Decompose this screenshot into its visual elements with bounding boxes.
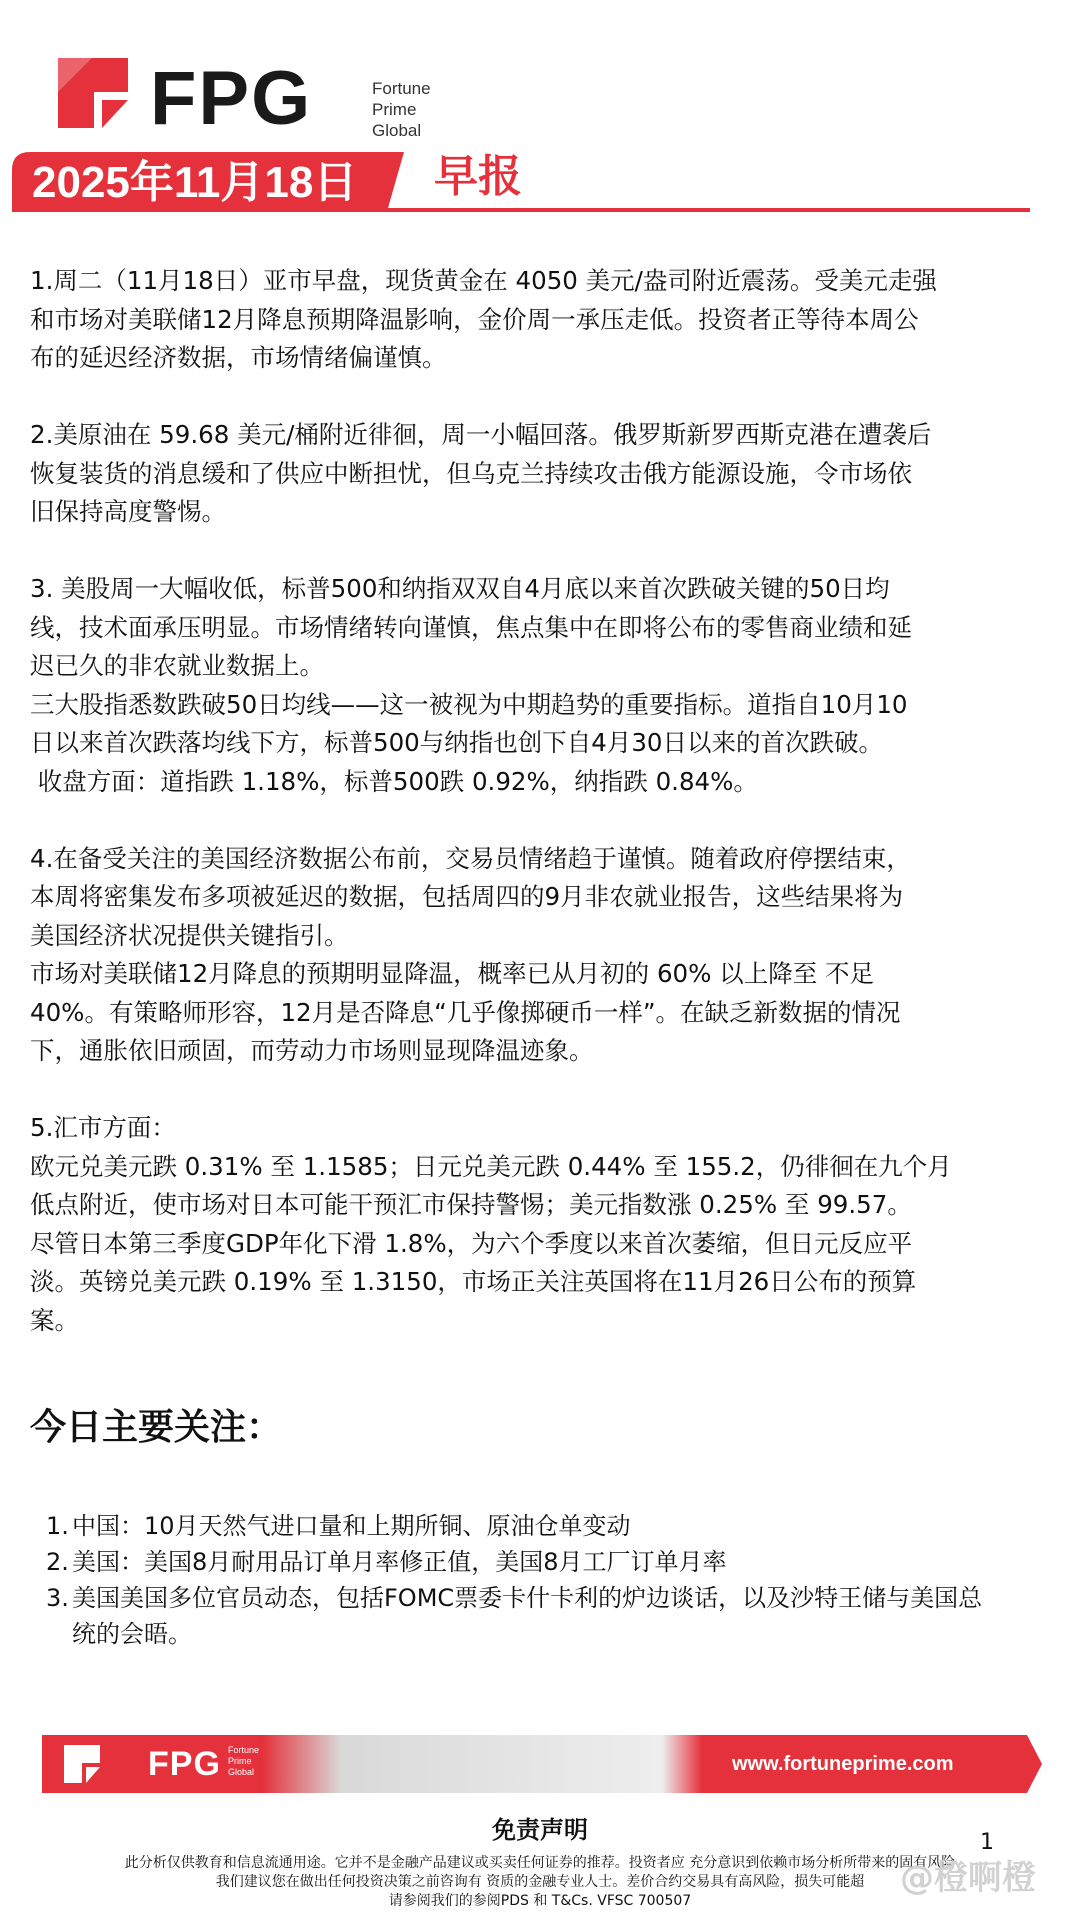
news-content bbox=[30, 262, 1050, 1340]
date-banner bbox=[12, 152, 412, 212]
footer-logo-sub-line: Global bbox=[228, 1767, 255, 1777]
logo-subtitle bbox=[372, 78, 431, 141]
news-paragraph bbox=[30, 1109, 1050, 1340]
page-number: 1 bbox=[980, 1830, 994, 1855]
header-divider bbox=[12, 208, 1030, 212]
report-title: 早报 bbox=[434, 151, 522, 202]
disclaimer-title: 免责声明 bbox=[492, 1816, 588, 1844]
focus-item-text: 美国美国多位官员动态，包括FOMC票委卡什卡利的炉边谈话，以及沙特王储与美国总 bbox=[72, 1584, 983, 1612]
paragraph-line: 2.美原油在 59.68 美元/桶附近徘徊，周一小幅回落。俄罗斯新罗西斯克港在遭袭后 bbox=[30, 420, 932, 449]
paragraph-line: 收盘方面：道指跌 1.18%，标普500跌 0.92%，纳指跌 0.84%。 bbox=[30, 766, 758, 796]
footer-logo-subtitle bbox=[228, 1745, 259, 1778]
focus-item-text: 中国：10月天然气进口量和上期所铜、原油仓单变动 bbox=[72, 1512, 631, 1540]
paragraph-line: 案。 bbox=[30, 1305, 79, 1335]
disclaimer-line: 我们建议您在做出任何投资决策之前咨询有 资质的金融专业人士。差价合约交易具有高风险，损失可能超 bbox=[215, 1874, 865, 1890]
paragraph-line: 淡。英镑兑美元跌 0.19% 至 1.3150，市场正关注英国将在11月26日公布的预算 bbox=[30, 1267, 917, 1296]
paragraph-line: 5.汇市方面： bbox=[30, 1113, 176, 1142]
logo-text: FPG bbox=[150, 56, 313, 141]
paragraph-line: 4.在备受关注的美国经济数据公布前，交易员情绪趋于谨慎。随着政府停摆结束， bbox=[30, 843, 911, 873]
focus-item-number: 1. bbox=[46, 1512, 69, 1540]
footer-logo-text: FPG bbox=[148, 1745, 221, 1783]
logo-sub-line: Global bbox=[372, 121, 422, 140]
paragraph-line: 三大股指悉数跌破50日均线——这一被视为中期趋势的重要指标。道指自10月10 bbox=[30, 689, 908, 719]
focus-item bbox=[46, 1544, 1046, 1580]
watermark: @橙啊橙 bbox=[900, 1858, 1036, 1898]
fpg-logo-mark-icon bbox=[50, 50, 136, 136]
paragraph-line: 日以来首次跌落均线下方，标普500与纳指也创下自4月30日以来的首次跌破。 bbox=[30, 728, 884, 757]
paragraph-line: 布的延迟经济数据，市场情绪偏谨慎。 bbox=[30, 343, 447, 372]
paragraph-line: 本周将密集发布多项被延迟的数据，包括周四的9月非农就业报告，这些结果将为 bbox=[30, 882, 904, 911]
focus-item-text: 美国：美国8月耐用品订单月率修正值，美国8月工厂订单月率 bbox=[72, 1548, 727, 1576]
focus-item bbox=[46, 1580, 1046, 1652]
paragraph-line: 尽管日本第三季度GDP年化下滑 1.8%，为六个季度以来首次萎缩，但日元反应平 bbox=[30, 1228, 913, 1258]
paragraph-line: 40%。有策略师形容，12月是否降息“几乎像掷硬币一样”。在缺乏新数据的情况 bbox=[30, 997, 901, 1027]
paragraph-line: 和市场对美联储12月降息预期降温影响，金价周一承压走低。投资者正等待本周公 bbox=[30, 304, 919, 334]
paragraph-line: 恢复装货的消息缓和了供应中断担忧，但乌克兰持续攻击俄方能源设施，令市场依 bbox=[30, 458, 912, 488]
logo-sub-line: Prime bbox=[372, 100, 417, 119]
paragraph-line: 市场对美联储12月降息的预期明显降温，概率已从月初的 60% 以上降至 不足 bbox=[30, 959, 874, 988]
disclaimer-line: 请参阅我们的参阅PDS 和 T&Cs. VFSC 700507 bbox=[388, 1893, 692, 1909]
paragraph-line: 低点附近，使市场对日本可能干预汇市保持警惕；美元指数涨 0.25% 至 99.57。 bbox=[30, 1190, 912, 1219]
paragraph-line: 1.周二（11月18日）亚市早盘，现货黄金在 4050 美元/盎司附近震荡。受美元走强 bbox=[30, 266, 937, 295]
focus-item-number: 2. bbox=[46, 1548, 69, 1576]
news-paragraph bbox=[30, 840, 1050, 1071]
disclaimer-line: 此分析仅供教育和信息流通用途。它并不是金融产品建议或买卖任何证券的推荐。投资者应 充分意识到依赖市场分析所带来的固有风险 bbox=[124, 1855, 956, 1871]
focus-item bbox=[46, 1508, 1046, 1544]
logo-sub-line: Fortune bbox=[372, 79, 431, 98]
today-focus-list bbox=[46, 1508, 1046, 1652]
paragraph-line: 美国经济状况提供关键指引。 bbox=[30, 920, 349, 950]
paragraph-line: 欧元兑美元跌 0.31% 至 1.1585；日元兑美元跌 0.44% 至 155.2，仍徘徊在九个月 bbox=[30, 1151, 952, 1181]
focus-item-text: 统的会晤。 bbox=[72, 1620, 192, 1648]
paragraph-gap bbox=[30, 532, 1050, 571]
paragraph-line: 线，技术面承压明显。市场情绪转向谨慎，焦点集中在即将公布的零售商业绩和延 bbox=[30, 612, 912, 642]
paragraph-gap bbox=[30, 378, 1050, 417]
website-link[interactable]: www.fortuneprime.com bbox=[732, 1753, 954, 1775]
paragraph-gap bbox=[30, 1071, 1050, 1110]
paragraph-line: 迟已久的非农就业数据上。 bbox=[30, 651, 324, 680]
news-paragraph bbox=[30, 262, 1050, 378]
paragraph-line: 3. 美股周一大幅收低，标普500和纳指双双自4月底以来首次跌破关键的50日均 bbox=[30, 574, 890, 603]
paragraph-line: 下，通胀依旧顽固，而劳动力市场则显现降温迹象。 bbox=[30, 1036, 594, 1065]
today-focus-title: 今日主要关注： bbox=[30, 1407, 283, 1448]
paragraph-gap bbox=[30, 801, 1050, 840]
footer-banner bbox=[42, 1735, 1042, 1793]
report-date: 2025年11月18日 bbox=[32, 158, 358, 207]
footer-logo-sub-line: Fortune bbox=[228, 1745, 260, 1755]
footer-logo-sub-line: Prime bbox=[228, 1756, 252, 1766]
paragraph-line: 旧保持高度警惕。 bbox=[30, 497, 226, 526]
news-paragraph bbox=[30, 570, 1050, 801]
news-paragraph bbox=[30, 416, 1050, 532]
focus-item-number: 3. bbox=[46, 1584, 69, 1612]
